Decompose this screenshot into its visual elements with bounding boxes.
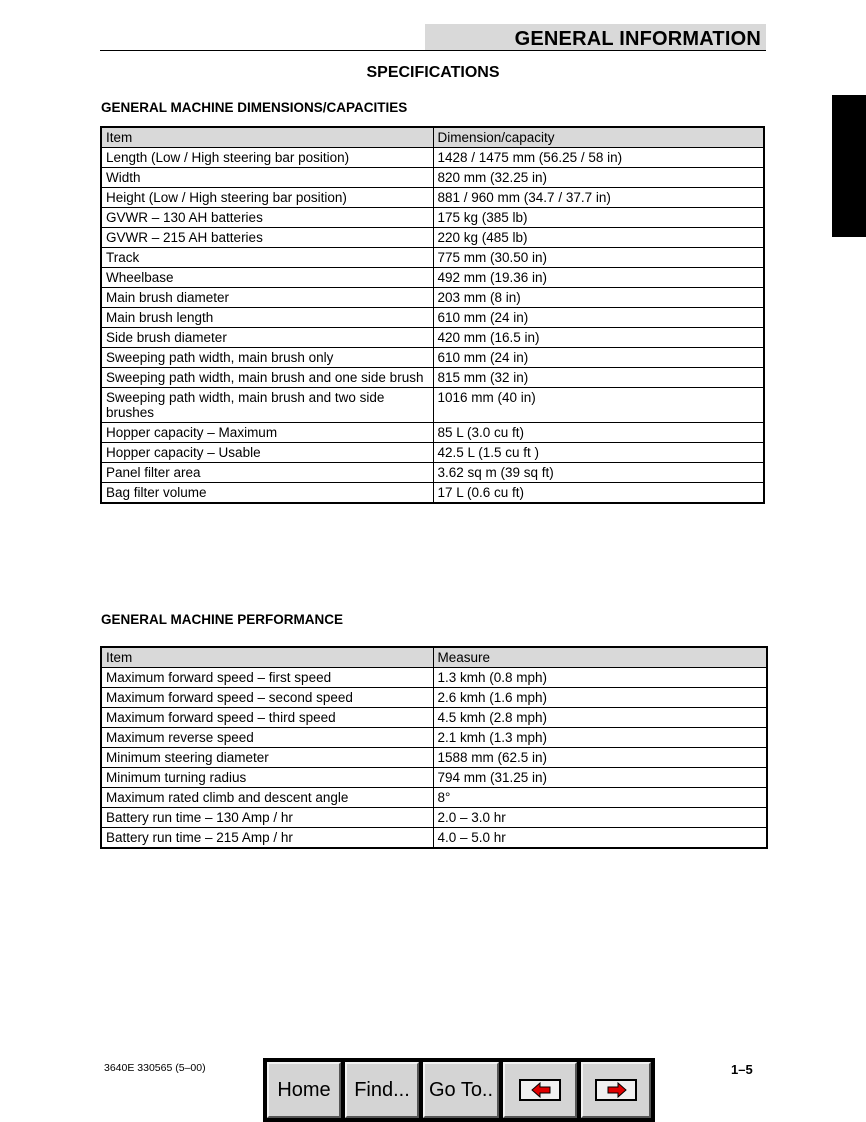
- value-cell: 610 mm (24 in): [433, 308, 764, 328]
- item-cell: Battery run time – 130 Amp / hr: [101, 808, 433, 828]
- table-row: [101, 443, 764, 463]
- item-cell: Maximum forward speed – second speed: [101, 688, 433, 708]
- value-cell: 775 mm (30.50 in): [433, 248, 764, 268]
- value-cell: 1016 mm (40 in): [433, 388, 764, 423]
- item-cell: Wheelbase: [101, 268, 433, 288]
- dimensions-table: [100, 126, 765, 504]
- table-row: [101, 668, 767, 688]
- item-cell: Side brush diameter: [101, 328, 433, 348]
- value-cell: 220 kg (485 lb): [433, 228, 764, 248]
- table-row: [101, 463, 764, 483]
- value-cell: 881 / 960 mm (34.7 / 37.7 in): [433, 188, 764, 208]
- table-row: [101, 368, 764, 388]
- column-header: Dimension/capacity: [433, 127, 764, 148]
- table-row: [101, 208, 764, 228]
- value-cell: 820 mm (32.25 in): [433, 168, 764, 188]
- document-code: 3640E 330565 (5–00): [104, 1062, 206, 1074]
- value-cell: 85 L (3.0 cu ft): [433, 423, 764, 443]
- value-cell: 2.1 kmh (1.3 mph): [433, 728, 767, 748]
- performance-heading: GENERAL MACHINE PERFORMANCE: [101, 612, 344, 627]
- table-row: [101, 328, 764, 348]
- table-row: [101, 188, 764, 208]
- value-cell: 8°: [433, 788, 767, 808]
- table-row: [101, 423, 764, 443]
- item-cell: Height (Low / High steering bar position): [101, 188, 433, 208]
- value-cell: 4.0 – 5.0 hr: [433, 828, 767, 849]
- section-header-title: GENERAL INFORMATION: [514, 28, 761, 50]
- table-row: [101, 388, 764, 423]
- chapter-tab-marker: [832, 95, 866, 237]
- item-cell: Main brush diameter: [101, 288, 433, 308]
- arrow-left-icon: [519, 1079, 561, 1101]
- item-cell: Battery run time – 215 Amp / hr: [101, 828, 433, 849]
- goto-button[interactable]: Go To..: [423, 1062, 499, 1118]
- navigation-bar: [263, 1058, 655, 1122]
- table-row: [101, 748, 767, 768]
- value-cell: 1.3 kmh (0.8 mph): [433, 668, 767, 688]
- value-cell: 1588 mm (62.5 in): [433, 748, 767, 768]
- table-row: [101, 288, 764, 308]
- find-button[interactable]: Find...: [345, 1062, 419, 1118]
- item-cell: Main brush length: [101, 308, 433, 328]
- item-cell: Sweeping path width, main brush only: [101, 348, 433, 368]
- item-cell: Hopper capacity – Usable: [101, 443, 433, 463]
- arrow-right-icon: [595, 1079, 637, 1101]
- performance-table: [100, 646, 768, 849]
- home-button[interactable]: Home: [267, 1062, 341, 1118]
- item-cell: Maximum reverse speed: [101, 728, 433, 748]
- item-cell: Length (Low / High steering bar position): [101, 148, 433, 168]
- table-row: [101, 688, 767, 708]
- value-cell: 815 mm (32 in): [433, 368, 764, 388]
- value-cell: 2.6 kmh (1.6 mph): [433, 688, 767, 708]
- item-cell: Width: [101, 168, 433, 188]
- value-cell: 1428 / 1475 mm (56.25 / 58 in): [433, 148, 764, 168]
- item-cell: Sweeping path width, main brush and two side brushes: [101, 388, 433, 423]
- item-cell: Sweeping path width, main brush and one side brush: [101, 368, 433, 388]
- table-row: [101, 768, 767, 788]
- value-cell: 42.5 L (1.5 cu ft ): [433, 443, 764, 463]
- value-cell: 492 mm (19.36 in): [433, 268, 764, 288]
- dimensions-heading: GENERAL MACHINE DIMENSIONS/CAPACITIES: [101, 100, 408, 115]
- value-cell: 3.62 sq m (39 sq ft): [433, 463, 764, 483]
- item-cell: GVWR – 215 AH batteries: [101, 228, 433, 248]
- table-row: [101, 168, 764, 188]
- value-cell: 203 mm (8 in): [433, 288, 764, 308]
- item-cell: Panel filter area: [101, 463, 433, 483]
- value-cell: 17 L (0.6 cu ft): [433, 483, 764, 504]
- item-cell: Minimum steering diameter: [101, 748, 433, 768]
- table-row: [101, 308, 764, 328]
- item-cell: GVWR – 130 AH batteries: [101, 208, 433, 228]
- page-title: SPECIFICATIONS: [366, 64, 500, 81]
- column-header: Item: [101, 127, 433, 148]
- previous-page-button[interactable]: [503, 1062, 577, 1118]
- header-rule: [100, 50, 766, 51]
- value-cell: 2.0 – 3.0 hr: [433, 808, 767, 828]
- table-header-row: [101, 647, 767, 668]
- item-cell: Hopper capacity – Maximum: [101, 423, 433, 443]
- item-cell: Minimum turning radius: [101, 768, 433, 788]
- item-cell: Track: [101, 248, 433, 268]
- table-row: [101, 728, 767, 748]
- column-header: Measure: [433, 647, 767, 668]
- next-page-button[interactable]: [581, 1062, 651, 1118]
- table-row: [101, 708, 767, 728]
- value-cell: 420 mm (16.5 in): [433, 328, 764, 348]
- item-cell: Maximum forward speed – first speed: [101, 668, 433, 688]
- item-cell: Maximum rated climb and descent angle: [101, 788, 433, 808]
- table-row: [101, 808, 767, 828]
- value-cell: 794 mm (31.25 in): [433, 768, 767, 788]
- column-header: Item: [101, 647, 433, 668]
- value-cell: 610 mm (24 in): [433, 348, 764, 368]
- value-cell: 175 kg (385 lb): [433, 208, 764, 228]
- table-row: [101, 248, 764, 268]
- item-cell: Bag filter volume: [101, 483, 433, 504]
- table-row: [101, 483, 764, 504]
- table-header-row: [101, 127, 764, 148]
- table-row: [101, 148, 764, 168]
- item-cell: Maximum forward speed – third speed: [101, 708, 433, 728]
- table-row: [101, 228, 764, 248]
- table-row: [101, 348, 764, 368]
- table-row: [101, 268, 764, 288]
- value-cell: 4.5 kmh (2.8 mph): [433, 708, 767, 728]
- table-row: [101, 788, 767, 808]
- table-row: [101, 828, 767, 849]
- page-number: 1–5: [731, 1062, 753, 1077]
